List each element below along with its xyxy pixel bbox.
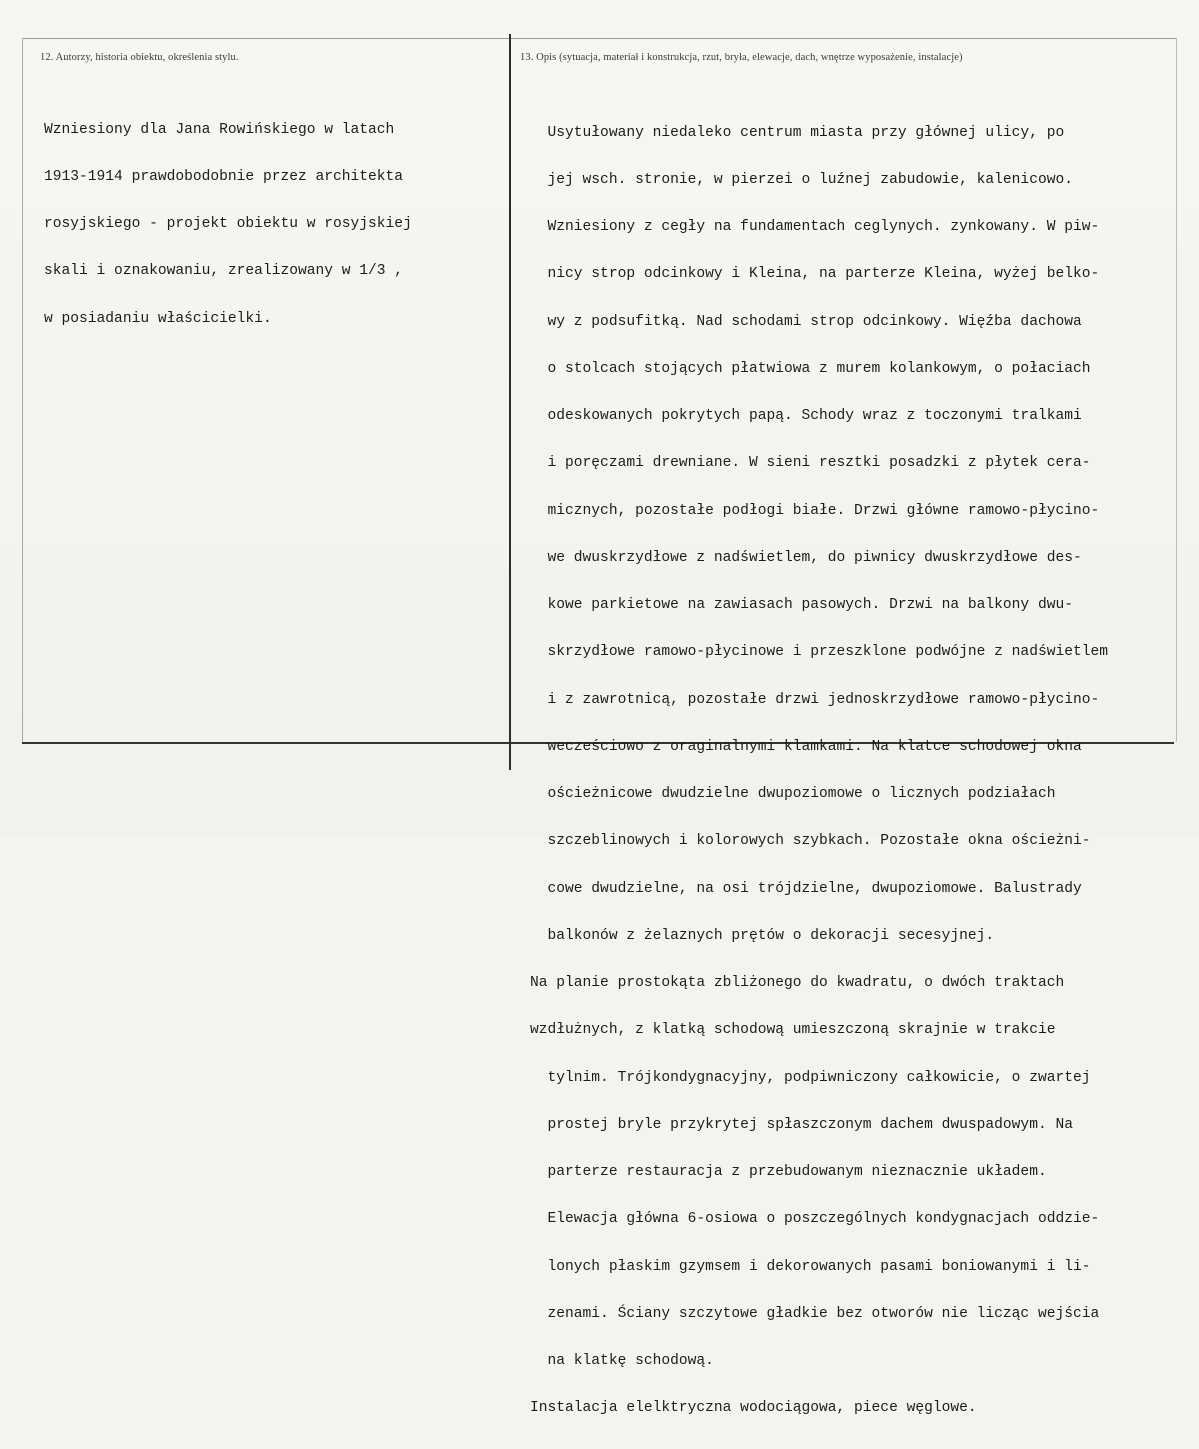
typed-line: lonych płaskim gzymsem i dekorowanych pasami boniowanymi i li- [530,1258,1091,1275]
typed-line: Usytułowany niedaleko centrum miasta przy głównej ulicy, po [530,124,1065,141]
typed-line: ościeżnicowe dwudzielne dwupoziomowe o licznych podziałach [530,786,1056,802]
typed-line: prostej bryle przykrytej spłaszczonym dachem dwuspadowym. Na [530,1116,1073,1133]
typed-line: 1913-1914 prawdobodobnie przez architekta [44,168,404,185]
typed-line: parterze restauracja z przebudowanym nieznacznie układem. [530,1164,1047,1180]
typed-line: Instalacja elelktryczna wodociągowa, piece węglowe. [530,1400,977,1417]
typed-line: skrzydłowe ramowo-płycinowe i przeszklone podwójne z nadświetlem [530,644,1109,661]
typed-line: kowe parkietowe na zawiasach pasowych. Drzwi na balkony dwu- [530,597,1073,613]
typed-line: Wzniesiony dla Jana Rowińskiego w latach [44,121,395,138]
section-12-heading: 12. Autorzy, historia obiektu, określenia stylu. [40,52,239,63]
form-top-border [22,38,1177,39]
typed-line: i z zawrotnicą, pozostałe drzwi jednoskrzydłowe ramowo-płycino- [530,691,1100,708]
typed-line: Na planie prostokąta zbliżonego do kwadratu, o dwóch traktach [530,975,1065,991]
typed-line: wy z podsufitką. Nad schodami strop odcinkowy. Więźba dachowa [530,313,1082,330]
typed-line: jej wsch. stronie, w pierzei o luźnej zabudowie, kalenicowo. [530,171,1073,188]
typed-line: micznych, pozostałe podłogi białe. Drzwi główne ramowo-płycino- [530,502,1100,519]
typed-line: w posiadaniu właścicielki. [44,310,272,327]
typed-line: odeskowanych pokrytych papą. Schody wraz z toczonymi tralkami [530,408,1082,424]
typed-line: cowe dwudzielne, na osi trójdzielne, dwupoziomowe. Balustrady [530,880,1082,897]
typed-line: o stolcach stojących płatwiowa z murem kolankowym, o połaciach [530,360,1091,377]
column-divider [509,34,511,770]
section-13-typed-text [530,94,1108,1449]
typed-line: balkonów z żelaznych prętów o dekoracji secesyjnej. [530,927,995,944]
typed-line: nicy strop odcinkowy i Kleina, na parterze Kleina, wyżej belko- [530,266,1100,283]
typed-line: tylnim. Trójkondygnacyjny, podpiwniczony całkowicie, o zwartej [530,1069,1091,1086]
section-13-heading: 13. Opis (sytuacja, materiał i konstrukcja, rzut, bryła, elewacje, dach, wnętrze wyposażenie, instalacje) [520,52,963,63]
typed-line: skali i oznakowaniu, zrealizowany w 1/3 , [44,263,404,280]
section-12-typed-text [44,91,412,359]
typed-line: zenami. Ściany szczytowe gładkie bez otworów nie licząc wejścia [530,1305,1100,1322]
typed-line: na klatkę schodową. [530,1353,714,1369]
typed-line: Wzniesiony z cegły na fundamentach ceglynych. zynkowany. W piw- [530,219,1100,235]
typed-line: we dwuskrzydłowe z nadświetlem, do piwnicy dwuskrzydłowe des- [530,549,1082,566]
typed-line: szczeblinowych i kolorowych szybkach. Pozostałe okna ościeżni- [530,833,1091,850]
typed-line: rosyjskiego - projekt obiektu w rosyjskiej [44,216,412,232]
form-right-border [1176,38,1177,742]
typed-line: i poręczami drewniane. W sieni resztki posadzki z płytek cera- [530,455,1091,472]
typed-line: wzdłużnych, z klatką schodową umieszczoną skrajnie w trakcie [530,1022,1056,1039]
typed-line: wecześciowo z oraginalnymi klamkami. Na klatce schodowej okna [530,738,1082,755]
typed-line: Elewacja główna 6-osiowa o poszczególnych kondygnacjach oddzie- [530,1211,1100,1228]
form-left-border [22,38,23,742]
